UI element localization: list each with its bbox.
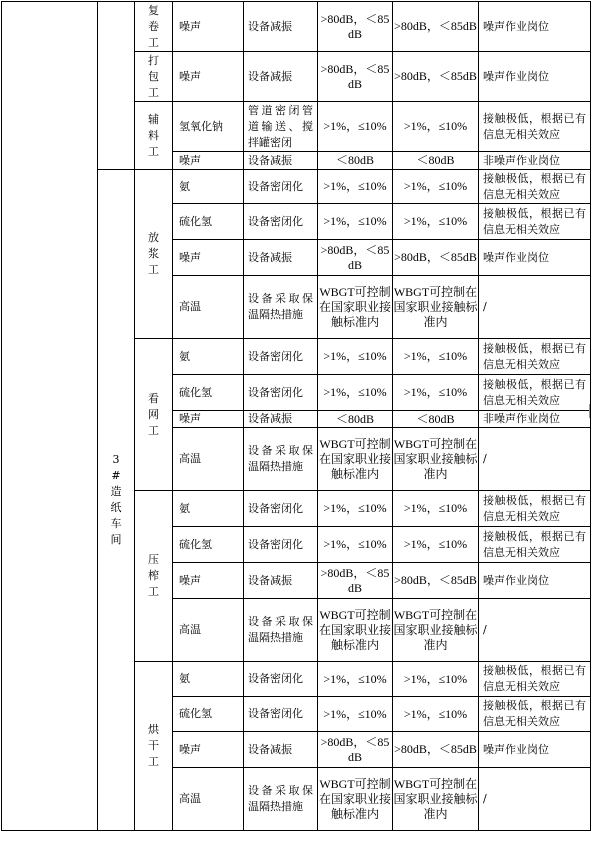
post-name-cell-text: 烘干工 bbox=[148, 723, 159, 768]
assessment-level-cell bbox=[393, 204, 479, 240]
workshop-name-cell-text: 3#造纸车间 bbox=[110, 453, 122, 546]
health-effect-cell-text: / bbox=[483, 792, 487, 805]
assessment-level-cell bbox=[393, 428, 479, 491]
post-name-cell-text: 压榨工 bbox=[148, 553, 159, 598]
protective-measure-cell bbox=[244, 599, 318, 662]
health-effect-cell-text: 非噪声作业岗位 bbox=[483, 153, 560, 167]
hazard-level-cell-text: WBGT可控制在国家职业接触标准内 bbox=[318, 436, 391, 481]
hazard-table bbox=[1, 1, 591, 831]
hazard-level-cell-text: >80dB，＜85dB bbox=[320, 565, 390, 595]
hazard-level-cell-text: >80dB，＜85dB bbox=[320, 242, 390, 272]
health-effect-cell-text: 接触极低，根据已有信息无相关效应 bbox=[483, 111, 586, 141]
hazard-level-cell bbox=[318, 563, 393, 599]
assessment-level-cell bbox=[393, 599, 479, 662]
table-row bbox=[2, 2, 591, 52]
protective-measure-cell bbox=[244, 411, 318, 428]
hazard-level-cell-text: >1%，≤10% bbox=[323, 385, 387, 399]
protective-measure-cell-text: 设备密闭化 bbox=[248, 672, 303, 685]
post-name-cell-text: 放浆工 bbox=[148, 231, 159, 276]
assessment-level-cell-text: WBGT可控制在国家职业接触标准内 bbox=[393, 436, 478, 481]
hazard-level-cell bbox=[318, 732, 393, 768]
hazard-level-cell-text: >1%，≤10% bbox=[323, 706, 387, 721]
health-effect-cell-text: / bbox=[483, 452, 487, 465]
hazard-level-cell bbox=[318, 697, 393, 732]
protective-measure-cell-text: 设备采取保温隔热措施 bbox=[248, 292, 313, 321]
hazard-level-cell bbox=[318, 52, 393, 102]
health-effect-cell-text: 接触极低，根据已有信息无相关效应 bbox=[483, 206, 586, 236]
assessment-level-cell-text: >80dB，＜85dB bbox=[394, 573, 477, 587]
post-name-cell bbox=[135, 491, 173, 662]
protective-measure-cell bbox=[244, 732, 318, 768]
hazard-factor-cell-text: 噪声 bbox=[179, 412, 201, 425]
assessment-level-cell-text: ＜80dB bbox=[416, 411, 455, 426]
protective-measure-cell bbox=[244, 375, 318, 411]
protective-measure-cell bbox=[244, 491, 318, 527]
hazard-level-cell bbox=[318, 2, 393, 52]
health-effect-cell-text: / bbox=[483, 300, 487, 313]
hazard-factor-cell-text: 高温 bbox=[179, 452, 201, 465]
assessment-level-cell-text: >1%，≤10% bbox=[403, 179, 468, 193]
workshop-name-cell bbox=[98, 170, 135, 831]
hazard-factor-cell-text: 氨 bbox=[179, 179, 190, 193]
hazard-level-cell bbox=[318, 375, 393, 411]
hazard-factor-cell bbox=[173, 52, 244, 102]
hazard-factor-cell-text: 硫化氢 bbox=[179, 537, 212, 551]
health-effect-cell-text: / bbox=[483, 623, 487, 636]
hazard-level-cell-text: >1%，≤10% bbox=[323, 537, 387, 551]
post-name-cell bbox=[135, 52, 173, 102]
health-effect-cell-text: 噪声作业岗位 bbox=[483, 250, 549, 264]
protective-measure-cell-text: 设备密闭化 bbox=[248, 179, 303, 193]
hazard-factor-cell bbox=[173, 491, 244, 527]
protective-measure-cell bbox=[244, 240, 318, 276]
protective-measure-cell-text: 设备密闭化 bbox=[248, 707, 303, 720]
assessment-level-cell bbox=[393, 375, 479, 411]
protective-measure-cell-text: 设备减振 bbox=[248, 69, 292, 83]
hazard-factor-cell bbox=[173, 152, 244, 170]
health-effect-cell bbox=[479, 339, 591, 375]
protective-measure-cell-text: 设备采取保温隔热措施 bbox=[248, 444, 313, 473]
health-effect-cell-text: 接触极低，根据已有信息无相关效应 bbox=[483, 493, 586, 523]
assessment-level-cell-text: >1%，≤10% bbox=[403, 501, 468, 515]
health-effect-cell bbox=[479, 491, 591, 527]
assessment-level-cell bbox=[393, 527, 479, 563]
protective-measure-cell-text: 设备采取保温隔热措施 bbox=[248, 615, 313, 644]
assessment-level-cell bbox=[393, 2, 479, 52]
protective-measure-cell-text: 设备减振 bbox=[248, 250, 292, 264]
protective-measure-cell-text: 设备密闭化 bbox=[248, 214, 303, 228]
post-name-cell-text: 复卷工 bbox=[148, 3, 159, 49]
hazard-factor-cell bbox=[173, 527, 244, 563]
health-effect-cell-text: 噪声作业岗位 bbox=[483, 742, 549, 756]
hazard-factor-cell bbox=[173, 599, 244, 662]
health-effect-cell bbox=[479, 411, 591, 428]
assessment-level-cell-text: WBGT可控制在国家职业接触标准内 bbox=[393, 284, 478, 329]
hazard-factor-cell-text: 噪声 bbox=[179, 153, 201, 167]
assessment-level-cell-text: >80dB，＜85dB bbox=[394, 250, 477, 264]
health-effect-cell bbox=[479, 240, 591, 276]
health-effect-cell bbox=[479, 662, 591, 697]
hazard-factor-cell bbox=[173, 375, 244, 411]
hazard-factor-cell-text: 噪声 bbox=[179, 19, 201, 33]
hazard-level-cell bbox=[318, 428, 393, 491]
protective-measure-cell bbox=[244, 204, 318, 240]
hazard-factor-cell-text: 噪声 bbox=[179, 250, 201, 264]
assessment-level-cell-text: >1%，≤10% bbox=[403, 537, 468, 551]
protective-measure-cell bbox=[244, 2, 318, 52]
hazard-level-cell-text: >1%，≤10% bbox=[323, 671, 387, 686]
health-effect-cell-text: 接触极低，根据已有信息无相关效应 bbox=[483, 341, 586, 371]
post-name-cell-text: 打包工 bbox=[148, 53, 159, 99]
hazard-level-cell bbox=[318, 768, 393, 831]
hazard-factor-cell bbox=[173, 411, 244, 428]
hazard-level-cell-text: >80dB，＜85dB bbox=[320, 11, 390, 41]
assessment-level-cell bbox=[393, 662, 479, 697]
hazard-factor-cell-text: 高温 bbox=[179, 623, 201, 636]
assessment-level-cell-text: >1%，≤10% bbox=[403, 119, 468, 133]
hazard-level-cell-text: ＜80dB bbox=[335, 153, 374, 167]
assessment-level-cell bbox=[393, 170, 479, 204]
assessment-level-cell bbox=[393, 732, 479, 768]
assessment-level-cell bbox=[393, 276, 479, 339]
hazard-level-cell-text: >1%，≤10% bbox=[323, 119, 387, 133]
health-effect-cell-text: 噪声作业岗位 bbox=[483, 19, 549, 33]
hazard-factor-cell bbox=[173, 563, 244, 599]
assessment-level-cell-text: >80dB，＜85dB bbox=[394, 69, 477, 83]
hazard-level-cell bbox=[318, 276, 393, 339]
protective-measure-cell bbox=[244, 339, 318, 375]
health-effect-cell bbox=[479, 697, 591, 732]
health-effect-cell bbox=[479, 563, 591, 599]
protective-measure-cell bbox=[244, 52, 318, 102]
hazard-factor-cell bbox=[173, 276, 244, 339]
health-effect-cell bbox=[479, 527, 591, 563]
hazard-factor-cell bbox=[173, 204, 244, 240]
protective-measure-cell bbox=[244, 527, 318, 563]
hazard-factor-cell bbox=[173, 102, 244, 152]
hazard-factor-cell bbox=[173, 2, 244, 52]
workshop-blank-cell bbox=[98, 2, 135, 170]
assessment-level-cell bbox=[393, 102, 479, 152]
post-name-cell-text: 看网工 bbox=[148, 391, 159, 437]
assessment-level-cell-text: >80dB，＜85dB bbox=[394, 19, 477, 33]
health-effect-cell-text: 噪声作业岗位 bbox=[483, 69, 549, 83]
protective-measure-cell-text: 设备减振 bbox=[248, 412, 292, 425]
health-effect-cell bbox=[479, 152, 591, 170]
protective-measure-cell bbox=[244, 152, 318, 170]
protective-measure-cell-text: 设备密闭化 bbox=[248, 537, 303, 551]
hazard-level-cell bbox=[318, 339, 393, 375]
health-effect-cell-text: 噪声作业岗位 bbox=[483, 573, 549, 587]
health-effect-cell-text: 接触极低，根据已有信息无相关效应 bbox=[483, 529, 586, 559]
hazard-factor-cell-text: 氨 bbox=[179, 501, 190, 515]
health-effect-cell bbox=[479, 52, 591, 102]
hazard-level-cell bbox=[318, 527, 393, 563]
protective-measure-cell bbox=[244, 276, 318, 339]
assessment-level-cell-text: >1%，≤10% bbox=[403, 349, 468, 363]
protective-measure-cell-text: 设备密闭化 bbox=[248, 385, 303, 399]
hazard-level-cell bbox=[318, 170, 393, 204]
health-effect-cell-text: 接触极低，根据已有信息无相关效应 bbox=[483, 171, 586, 201]
blank-lead-cell bbox=[2, 2, 98, 831]
hazard-factor-cell bbox=[173, 662, 244, 697]
protective-measure-cell-text: 设备减振 bbox=[248, 19, 292, 33]
hazard-level-cell bbox=[318, 599, 393, 662]
hazard-level-cell bbox=[318, 662, 393, 697]
hazard-level-cell-text: >80dB，＜85dB bbox=[320, 61, 390, 91]
post-name-cell bbox=[135, 662, 173, 831]
protective-measure-cell bbox=[244, 170, 318, 204]
assessment-level-cell bbox=[393, 411, 479, 428]
post-name-cell bbox=[135, 170, 173, 339]
health-effect-cell-text: 接触极低，根据已有信息无相关效应 bbox=[483, 699, 586, 728]
page-edge-mark bbox=[589, 404, 593, 418]
hazard-factor-cell bbox=[173, 339, 244, 375]
protective-measure-cell bbox=[244, 662, 318, 697]
assessment-level-cell bbox=[393, 491, 479, 527]
hazard-factor-cell bbox=[173, 240, 244, 276]
hazard-level-cell-text: >1%，≤10% bbox=[323, 179, 387, 193]
health-effect-cell bbox=[479, 768, 591, 831]
health-effect-cell bbox=[479, 375, 591, 411]
post-name-cell bbox=[135, 102, 173, 170]
health-effect-cell bbox=[479, 2, 591, 52]
protective-measure-cell bbox=[244, 428, 318, 491]
hazard-factor-cell bbox=[173, 732, 244, 768]
protective-measure-cell-text: 设备密闭化 bbox=[248, 501, 303, 515]
hazard-level-cell-text: WBGT可控制在国家职业接触标准内 bbox=[318, 607, 391, 652]
hazard-factor-cell-text: 高温 bbox=[179, 300, 201, 313]
post-name-cell bbox=[135, 339, 173, 491]
protective-measure-cell bbox=[244, 697, 318, 732]
hazard-level-cell-text: >80dB，＜85dB bbox=[320, 734, 390, 764]
protective-measure-cell-text: 设备采取保温隔热措施 bbox=[248, 784, 313, 813]
assessment-level-cell bbox=[393, 52, 479, 102]
hazard-level-cell-text: >1%，≤10% bbox=[323, 214, 387, 228]
protective-measure-cell bbox=[244, 102, 318, 152]
assessment-level-cell-text: >1%，≤10% bbox=[403, 671, 468, 686]
assessment-level-cell-text: WBGT可控制在国家职业接触标准内 bbox=[393, 776, 478, 821]
hazard-level-cell bbox=[318, 152, 393, 170]
protective-measure-cell bbox=[244, 768, 318, 831]
hazard-factor-cell bbox=[173, 697, 244, 732]
hazard-factor-cell-text: 噪声 bbox=[179, 69, 201, 83]
assessment-level-cell bbox=[393, 768, 479, 831]
protective-measure-cell-text: 管道密闭管道输送、搅拌罐密闭 bbox=[248, 103, 313, 149]
hazard-level-cell bbox=[318, 240, 393, 276]
post-name-cell bbox=[135, 2, 173, 52]
assessment-level-cell bbox=[393, 563, 479, 599]
health-effect-cell bbox=[479, 102, 591, 152]
hazard-factor-cell-text: 氨 bbox=[179, 672, 190, 685]
hazard-level-cell-text: WBGT可控制在国家职业接触标准内 bbox=[318, 776, 391, 821]
hazard-factor-cell-text: 噪声 bbox=[179, 742, 201, 756]
protective-measure-cell-text: 设备密闭化 bbox=[248, 349, 303, 363]
hazard-level-cell-text: >1%，≤10% bbox=[323, 501, 387, 515]
health-effect-cell bbox=[479, 170, 591, 204]
hazard-factor-cell bbox=[173, 768, 244, 831]
assessment-level-cell-text: >1%，≤10% bbox=[403, 385, 468, 399]
table-body bbox=[2, 2, 591, 831]
hazard-factor-cell bbox=[173, 428, 244, 491]
protective-measure-cell bbox=[244, 563, 318, 599]
hazard-factor-cell-text: 硫化氢 bbox=[179, 385, 212, 399]
hazard-level-cell-text: ＜80dB bbox=[335, 411, 374, 426]
protective-measure-cell-text: 设备减振 bbox=[248, 573, 292, 587]
hazard-factor-cell bbox=[173, 170, 244, 204]
protective-measure-cell-text: 设备减振 bbox=[248, 153, 292, 167]
hazard-level-cell bbox=[318, 204, 393, 240]
hazard-factor-cell-text: 氢氧化钠 bbox=[179, 119, 223, 133]
assessment-level-cell bbox=[393, 339, 479, 375]
hazard-factor-cell-text: 高温 bbox=[179, 792, 201, 805]
health-effect-cell-text: 非噪声作业岗位 bbox=[483, 412, 560, 425]
hazard-level-cell bbox=[318, 102, 393, 152]
assessment-level-cell-text: >1%，≤10% bbox=[403, 706, 468, 721]
hazard-level-cell-text: >1%，≤10% bbox=[323, 349, 387, 363]
health-effect-cell bbox=[479, 204, 591, 240]
post-name-cell-text: 辅料工 bbox=[148, 112, 159, 158]
health-effect-cell bbox=[479, 732, 591, 768]
assessment-level-cell-text: >80dB，＜85dB bbox=[394, 742, 477, 756]
health-effect-cell bbox=[479, 428, 591, 491]
assessment-level-cell-text: ＜80dB bbox=[416, 153, 455, 167]
assessment-level-cell bbox=[393, 697, 479, 732]
hazard-factor-cell-text: 硫化氢 bbox=[179, 214, 212, 228]
assessment-level-cell bbox=[393, 240, 479, 276]
assessment-level-cell-text: >1%，≤10% bbox=[403, 214, 468, 228]
hazard-level-cell-text: WBGT可控制在国家职业接触标准内 bbox=[318, 284, 391, 329]
health-effect-cell bbox=[479, 599, 591, 662]
assessment-level-cell-text: WBGT可控制在国家职业接触标准内 bbox=[393, 607, 478, 652]
hazard-factor-cell-text: 氨 bbox=[179, 349, 190, 363]
assessment-level-cell bbox=[393, 152, 479, 170]
hazard-level-cell bbox=[318, 411, 393, 428]
hazard-level-cell bbox=[318, 491, 393, 527]
health-effect-cell-text: 接触极低，根据已有信息无相关效应 bbox=[483, 377, 586, 407]
health-effect-cell-text: 接触极低，根据已有信息无相关效应 bbox=[483, 664, 586, 693]
protective-measure-cell-text: 设备减振 bbox=[248, 742, 292, 756]
hazard-factor-cell-text: 噪声 bbox=[179, 573, 201, 587]
hazard-factor-cell-text: 硫化氢 bbox=[179, 707, 212, 720]
health-effect-cell bbox=[479, 276, 591, 339]
